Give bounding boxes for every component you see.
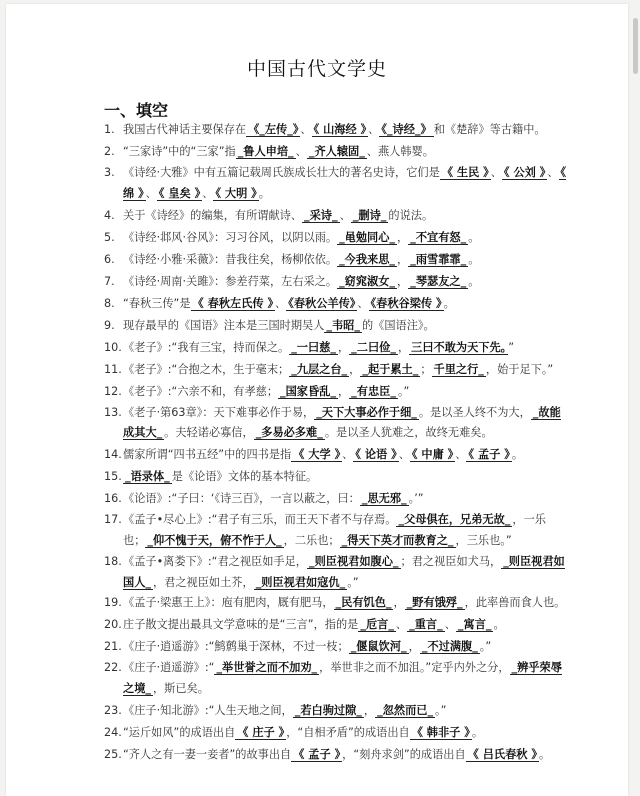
question-text: ， [408,640,420,654]
question-text: ， [397,252,409,266]
question-text: “三家诗”中的“三家”指 [123,145,236,158]
question-text: 《诗经·周南·关雎》：参差荇菜，左右采之。 [123,274,338,288]
answer-blank: 《 山海经 》 [313,123,367,136]
question-text: 、 [444,618,456,632]
question-number: 22. [104,661,122,675]
answer-blank: 《 大学 》 [293,448,341,462]
question-item [6,141,628,163]
question-text: ， [337,340,350,354]
question-text: 关于《诗经》的编集，有所谓献诗、 [123,208,303,222]
question-text: 、 [339,208,351,222]
question-text: ， [363,703,376,717]
question-text: 、 [455,448,467,462]
answer-blank: 《春秋公羊传》 [288,296,356,310]
question-number: 10. [104,340,122,354]
answer-blank: _野有饿殍_ [406,596,463,610]
answer-blank: _一曰慈_ [291,340,336,354]
question-text: 。 [468,230,480,244]
question-text: 。” [347,575,359,589]
question-text: ， [337,384,350,398]
question-item [6,403,628,445]
answer-blank: _国家昏乱_ [280,384,336,398]
answer-blank: _故能成其大_ [123,405,561,440]
answer-blank: _韦昭_ [326,318,360,332]
question-text: 、 [202,186,214,200]
answer-blank: _齐人辕固_ [308,145,365,158]
question-number: 23. [104,703,122,717]
question-text: 。” [479,640,492,654]
question-item [6,205,628,227]
answer-blank: _则臣视君如寇仇_ [255,575,346,589]
question-text: 。 [511,448,524,462]
question-text: 《庄子·逍遥游》:“ [123,661,215,675]
question-number: 3. [104,166,115,179]
answer-blank: 《 公刘 》 [503,166,546,179]
question-text: 的说法。 [388,208,434,222]
answer-blank: _多易必多难_ [255,426,323,440]
question-text: ” [508,340,515,354]
question-text: 我国古代神话主要保存在 [123,123,247,136]
question-text: 《老子》:“六亲不和，有孝慈； [123,384,279,398]
answer-blank: _删诗_ [352,208,387,222]
answer-blank: _父母俱在，兄弟无故_ [398,513,511,527]
question-text: ，斯已矣。 [152,681,209,695]
answer-blank: _琴瑟友之_ [410,274,467,288]
question-item [6,359,628,381]
question-text: 。’” [408,492,424,506]
question-text: ，此率兽而食人也。 [464,596,566,610]
question-text: 《孟子•离娄下》:“君之视臣如手足， [123,554,307,568]
page-title: 中国古代文学史 [246,58,387,80]
answer-blank: _寓言_ [457,618,492,632]
question-text: 《孟子·梁惠王上》：庖有肥肉，厩有肥马， [123,596,334,610]
question-number: 11. [104,362,122,376]
question-number: 6. [104,252,115,266]
question-text: 。 [471,725,484,739]
question-item [6,658,628,700]
question-item [6,315,628,337]
question-number: 15. [104,470,122,484]
answer-blank: 《 绵 》 [123,166,567,200]
question-number: 21. [104,640,122,654]
answer-blank: _不过满腹_ [421,640,478,654]
question-text: 《论语》:“子曰：‘《诗三百》，一言以蔽之，曰： [123,492,360,506]
answer-blank: 千里之行_ [433,362,484,376]
question-text: 、 [295,145,307,158]
question-item [6,552,628,594]
answer-blank: 《_左传_》 [248,123,299,136]
question-text: 《诗经·小雅·采薇》：昔我往矣，杨柳依依。 [123,252,338,266]
answer-blank: _有忠臣_ [351,384,396,398]
question-text: 《孟子•尽心上》:“君子有三乐，而王天下者不与存焉。 [123,513,397,527]
answer-blank: 《 吕氏春秋 》 [467,747,537,761]
question-text: 、 [300,123,312,136]
answer-blank: 《 孟子 》 [468,448,510,462]
question-number: 1. [104,123,115,136]
question-text: 《诗经·邶风·谷风》：习习谷风，以阴以雨。 [123,230,338,244]
question-number: 9. [104,318,115,332]
question-text: 。是以圣人犹难之，故终无难矣。 [324,426,493,440]
question-text: 庄子散文提出最具文学意味的是“三言”，指的是 [123,618,359,632]
question-text: 《诗经·大雅》中有五篇记载周氏族成长壮大的著名史诗，它们是 [123,166,440,179]
question-number: 17. [104,513,122,527]
question-text: 、 [398,448,410,462]
question-text: ，二乐也； [283,533,340,547]
question-item [6,488,628,510]
answer-blank: _采诗_ [304,208,338,222]
answer-blank: 三曰不敢为天下先。 [411,340,507,354]
question-text: 、 [395,618,408,632]
question-text: ，举世非之而不加沮。”定乎内外之分， [319,661,510,675]
answer-blank: _若白驹过隙_ [294,703,362,717]
answer-blank: _得天下英才而教育之_ [341,533,454,547]
question-text: “齐人之有一妻一妾者”的故事出自 [123,747,292,761]
question-text: 儒家所谓“四书五经”中的四书是指 [123,448,292,462]
question-text: ，“自相矛盾”的成语出自 [286,725,410,739]
answer-blank: _语录体_ [125,470,170,484]
question-text: ， [397,274,409,288]
answer-blank: 《 大明 》 [215,186,257,200]
question-text: “春秋三传”是 [123,296,191,310]
answer-blank: _起于累土_ [362,362,419,376]
question-item [6,249,628,271]
question-text: 。是以圣人终不为大， [418,405,531,419]
answer-blank: _举世誉之而不加劝_ [216,661,318,675]
answer-blank: _窈窕淑女_ [339,274,396,288]
question-text: ， [397,340,410,354]
question-text: ， [393,596,405,610]
answer-blank: _思无邪_ [361,492,407,506]
question-text: ，一乐也； [123,513,546,547]
question-item [6,466,628,488]
question-text: ； [420,362,432,376]
question-item [6,227,628,249]
answer-blank: _偃鼠饮河_ [350,640,407,654]
question-text: 和《楚辞》等古籍中。 [433,123,546,136]
answer-blank: 《 皇矣 》 [158,186,201,200]
question-item [6,614,628,636]
answer-blank: _则臣视君如腹心_ [308,554,399,568]
answer-blank: _仰不愧于天，俯不怍于人_ [147,533,282,547]
question-item [6,337,628,359]
question-text: 、燕人韩婴。 [366,145,434,158]
answer-blank: 《 中庸 》 [411,448,454,462]
question-item [6,722,628,744]
answer-blank: _九层之台_ [291,362,348,376]
question-number: 18. [104,554,122,568]
question-item [6,271,628,293]
question-item [6,293,628,315]
question-text: 。 [493,618,505,632]
answer-blank: 《 论语 》 [355,448,397,462]
question-number: 14. [104,448,122,462]
question-text: ，君之视臣如土芥， [152,575,254,589]
answer-blank: _今我来思_ [339,252,396,266]
question-item [6,593,628,614]
answer-blank: _民有饥色_ [335,596,392,610]
question-text: 《庄子·逍遥游》:“鹪鹩巢于深林，不过一枝； [123,640,349,654]
question-text: ， [349,362,361,376]
question-item [6,444,628,466]
answer-blank: 《 韩非子 》 [411,725,470,739]
question-item [6,636,628,658]
question-text: 现存最早的《国语》注本是三国时期吴人 [123,318,325,332]
question-number: 13. [104,405,122,419]
answer-blank: 《 生民 》 [441,166,489,179]
question-item [6,163,628,205]
question-number: 20. [104,618,122,632]
question-text: 、 [357,296,369,310]
answer-blank: _黾勉同心_ [339,230,396,244]
question-item [6,700,628,722]
answer-blank: 《 春秋左氏传 》 [192,296,274,310]
question-text: 。 [443,296,455,310]
answer-blank: _卮言_ [360,618,394,632]
question-text: 、 [547,166,559,179]
question-item [6,381,628,403]
question-text: 《庄子·知北游》:“人生天地之间， [123,703,293,717]
answer-blank: _不宜有怒_ [410,230,467,244]
question-item [6,119,628,141]
answer-blank: 《春秋谷梁传 》 [370,296,442,310]
question-text: 、 [275,296,287,310]
question-number: 12. [104,384,122,398]
answer-blank: _鲁人申培_ [237,145,294,158]
question-text: 《老子》:“合抱之木，生于毫末； [123,362,290,376]
question-text: ， [397,230,409,244]
question-item [6,744,628,766]
question-text: 、 [368,123,380,136]
section-heading: 一、填空 [104,101,169,120]
answer-blank: 《 庄子 》 [237,725,285,739]
question-text: ，三乐也。” [455,533,512,547]
question-number: 19. [104,596,122,610]
answer-blank: _重言_ [409,618,443,632]
answer-blank: 《 孟子 》 [293,747,341,761]
question-number: 16. [104,492,122,506]
question-text: 是《论语》文体的基本特征。 [171,470,318,484]
answer-blank: _忽然而已_ [377,703,434,717]
question-text: 。夫轻诺必寡信， [164,426,254,440]
question-text: 《老子·第63章》：天下难事必作于易， [123,405,315,419]
question-text: 、 [342,448,354,462]
question-text: “运斤如风”的成语出自 [123,725,236,739]
answer-blank: _则臣视君如国人_ [123,554,565,589]
question-text: 《老子》:“我有三宝，持而保之。 [123,340,290,354]
question-text: 。 [468,252,480,266]
question-number: 8. [104,296,115,310]
scrollbar-thumb[interactable] [633,18,638,74]
question-item [6,510,628,552]
question-text: 的《国语注》。 [361,318,435,332]
question-number: 7. [104,274,115,288]
answer-blank: _辨乎荣辱之境_ [123,661,562,695]
question-text: 、 [145,186,157,200]
question-text: 。 [538,747,551,761]
answer-blank: _二曰俭_ [351,340,396,354]
question-number: 4. [104,208,115,222]
question-number: 2. [104,145,115,158]
question-text: ，“刻舟求剑”的成语出自 [342,747,466,761]
answer-blank: 《_诗经_》 [381,123,432,136]
question-number: 24. [104,725,122,739]
question-number: 25. [104,747,122,761]
question-list [6,119,628,766]
document-page [6,4,628,796]
question-text: 。” [435,703,447,717]
question-text: 。” [397,384,410,398]
answer-blank: _天下大事必作于细_ [316,405,417,419]
question-number: 5. [104,230,115,244]
question-text: 。 [468,274,480,288]
question-text: 。 [258,186,270,200]
question-text: ，始于足下。” [485,362,554,376]
question-text: 、 [490,166,502,179]
answer-blank: _雨雪霏霏_ [410,252,467,266]
question-text: ；君之视臣如犬马， [400,554,502,568]
